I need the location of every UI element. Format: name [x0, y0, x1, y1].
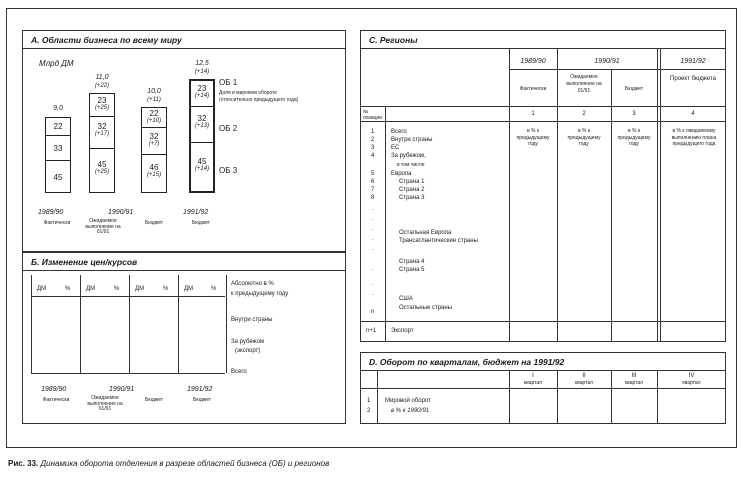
- row-number: 6: [371, 179, 375, 185]
- column-divider: [226, 275, 227, 373]
- year-header: 1991/92: [680, 58, 706, 65]
- quarter-label: квартал: [682, 380, 701, 386]
- column-divider: [660, 49, 661, 342]
- row-number: .: [372, 236, 374, 242]
- bar-total: 11,0: [95, 74, 109, 81]
- quarter-number: III: [631, 373, 637, 379]
- row-label: Европа: [391, 171, 412, 177]
- col-header: %: [163, 286, 169, 292]
- bar-segment-ob3: 45 (+25): [90, 148, 114, 194]
- row-number: 2: [371, 137, 375, 143]
- column-note: в % к ожидаемому выполнению плана предыдущего года: [671, 128, 717, 147]
- table-bottom-line: [31, 373, 225, 374]
- year-header: 1989/90: [520, 58, 546, 65]
- column-note: в % к предыдущему году: [516, 128, 550, 147]
- row-number: .: [372, 266, 374, 272]
- col-header: ДМ: [135, 286, 145, 292]
- row-number: .: [372, 281, 374, 287]
- bar-segment-ob2: 32 (+7): [142, 127, 166, 154]
- export-line: [361, 321, 726, 322]
- header-line: [361, 388, 726, 389]
- row-number: .: [372, 246, 374, 252]
- row-label: Внутри страны: [231, 317, 273, 323]
- row-label: в % к 1990/91: [391, 408, 429, 414]
- row-number: .: [372, 206, 374, 212]
- column-note: в % к предыдущему году: [567, 128, 601, 147]
- column-number: 4: [691, 111, 695, 117]
- row-number: 4: [371, 153, 375, 159]
- row-number: 1: [367, 398, 371, 404]
- col-header: %: [211, 286, 217, 292]
- row-label: Абсолютно в %: [231, 281, 274, 287]
- quarter-number: II: [582, 373, 586, 379]
- bar-total: 10,0: [147, 88, 161, 95]
- bar-total-delta: (+11): [147, 97, 161, 103]
- quarter-label: квартал: [624, 380, 644, 386]
- row-number: 7: [371, 187, 375, 193]
- column-label: Бюджет: [144, 397, 164, 403]
- row-label: к предыдущему году: [231, 291, 289, 297]
- col-header: ДМ: [184, 286, 194, 292]
- row-number: n+1: [366, 328, 377, 334]
- bar-total-delta: (+22): [94, 83, 110, 89]
- year-label: 1990/91: [108, 209, 134, 216]
- panel-price-changes: [22, 252, 346, 424]
- bar-label: Бюджет: [144, 220, 164, 226]
- column-divider: [377, 371, 378, 424]
- row-label: в том числе: [397, 162, 425, 168]
- bar-segment-ob1: 22: [53, 122, 63, 131]
- row-label: Страна 4: [399, 259, 425, 265]
- row-label: Трансатлантические страны: [399, 238, 478, 244]
- panel-d-title: D. Оборот по кварталам, бюджет на 1991/92: [361, 353, 725, 371]
- column-note: в % к предыдущему году: [617, 128, 651, 147]
- col-header: ДМ: [86, 286, 96, 292]
- row-label: Страна 2: [399, 187, 425, 193]
- year-label: 1990/91: [109, 386, 135, 393]
- bar-stack: [141, 107, 167, 193]
- bar-segment-ob3: 45 (+14): [191, 142, 213, 195]
- column-divider: [509, 49, 510, 342]
- row-number: 5: [371, 171, 375, 177]
- column-subheader: Фактически: [519, 86, 547, 92]
- column-number: 3: [632, 111, 636, 117]
- column-divider: [611, 69, 612, 342]
- figure-number: Рис. 33.: [8, 459, 39, 468]
- column-number: 2: [582, 111, 586, 117]
- row-number: n: [371, 309, 375, 315]
- year-label: 1989/90: [38, 209, 64, 216]
- bar-label: Бюджет: [191, 220, 211, 226]
- legend-ob1: ОБ 1: [219, 78, 238, 87]
- column-divider: [557, 49, 558, 342]
- table-header-line: [31, 296, 225, 297]
- bar-segment-ob2: 33: [46, 135, 70, 160]
- panel-c-title: С. Регионы: [361, 31, 725, 49]
- quarter-number: I: [532, 373, 534, 379]
- figure-caption: [8, 459, 329, 468]
- column-divider: [385, 106, 386, 342]
- year-header: 1990/91: [594, 58, 620, 65]
- column-divider: [657, 49, 658, 342]
- bar-stack: [89, 93, 115, 193]
- column-label: Ожидаемое выполнение на 01/91: [87, 395, 123, 412]
- header-line: [361, 106, 726, 107]
- column-label: Бюджет: [192, 397, 212, 403]
- column-subheader: Ожидаемое выполнение на 01/91: [566, 74, 602, 94]
- row-label: За рубежом: [231, 339, 265, 345]
- position-header: № позиции: [363, 109, 382, 121]
- panel-a-title: A. Области бизнеса по всему миру: [23, 31, 345, 49]
- column-divider: [178, 275, 179, 373]
- row-label: (экспорт): [235, 348, 261, 354]
- row-number: .: [372, 226, 374, 232]
- row-label: Страна 5: [399, 267, 425, 273]
- col-header: %: [114, 286, 120, 292]
- legend-ob3: ОБ 3: [219, 166, 238, 175]
- header-line: [361, 121, 726, 122]
- bar-segment-ob1: 23 (+14): [194, 84, 210, 99]
- row-number: 8: [371, 195, 375, 201]
- year-header-line: [509, 69, 726, 70]
- quarter-label: квартал: [574, 380, 594, 386]
- bar-label: Фактически: [43, 220, 71, 226]
- row-number: 2: [367, 408, 371, 414]
- row-label: Страна 3: [399, 195, 425, 201]
- column-divider: [31, 275, 32, 373]
- bar-total-delta: (+14): [194, 69, 210, 75]
- row-label: Всего: [391, 129, 407, 135]
- column-divider: [129, 275, 130, 373]
- unit-label: Млрд ДМ: [39, 59, 74, 68]
- column-subheader: Бюджет: [624, 86, 644, 92]
- year-label: 1989/90: [41, 386, 67, 393]
- row-number: .: [372, 216, 374, 222]
- bar-total: 12,5: [195, 60, 209, 67]
- bar-segment-ob1: 22 (+10): [146, 109, 162, 124]
- panel-b-title: Б. Изменение цен/курсов: [23, 253, 345, 271]
- row-label: США: [399, 296, 413, 302]
- column-subheader: Проект бюджета: [670, 76, 716, 82]
- bar-segment-ob3: 46 (+15): [142, 154, 166, 194]
- col-header: %: [65, 286, 71, 292]
- row-label: Экспорт: [391, 328, 414, 334]
- panel-quarterly-turnover: [360, 352, 726, 424]
- figure-caption-text: Динамика оборота отделения в разрезе областей бизнеса (ОБ) и регионов: [40, 459, 330, 468]
- panel-business-areas: [22, 30, 346, 252]
- column-divider: [80, 275, 81, 373]
- col-header: ДМ: [37, 286, 47, 292]
- column-label: Фактически: [42, 397, 70, 403]
- bar-segment-ob2: 32 (+13): [191, 106, 213, 142]
- row-label: За рубежом,: [391, 153, 426, 159]
- bar-stack: [45, 117, 71, 193]
- row-label: Страна 1: [399, 179, 425, 185]
- row-label: Всего: [231, 369, 247, 375]
- bar-segment-ob1: 23 (+25): [94, 96, 110, 111]
- quarter-label: квартал: [523, 380, 543, 386]
- row-number: .: [372, 291, 374, 297]
- row-label: ЕС: [391, 145, 400, 151]
- bar-stack: [189, 79, 215, 193]
- year-label: 1991/92: [187, 386, 213, 393]
- legend-ob2: ОБ 2: [219, 124, 238, 133]
- panel-regions: [360, 30, 726, 342]
- year-label: 1991/92: [183, 209, 209, 216]
- row-label: Внутри страны: [391, 137, 433, 143]
- quarter-number: IV: [688, 373, 695, 379]
- row-label: Мировой оборот: [385, 398, 431, 404]
- row-label: Остальная Европа: [399, 230, 452, 236]
- row-label: Остальные страны: [399, 305, 452, 311]
- bar-total: 9,0: [53, 105, 63, 112]
- column-number: 1: [531, 111, 535, 117]
- row-number: 3: [371, 145, 375, 151]
- bar-segment-ob2: 32 (+17): [90, 116, 114, 148]
- row-number: 1: [371, 129, 375, 135]
- bar-label: Ожидаемое выполнение на 01/91: [85, 218, 121, 235]
- legend-note: Доля в мировом обороте (относительно предыдущего года): [219, 90, 299, 103]
- bar-segment-ob3: 45: [46, 160, 70, 194]
